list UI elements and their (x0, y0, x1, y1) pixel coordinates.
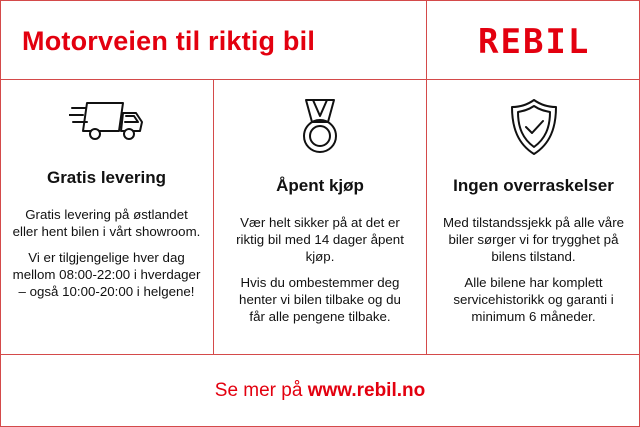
feature-no-surprises (427, 80, 640, 354)
feature-text: Vær helt sikker på at det er riktig bil med 14 dager åpent kjøp. (236, 215, 404, 264)
feature-title: Ingen overraskelser (453, 176, 614, 195)
footer-divider (0, 354, 640, 355)
feature-text: Med tilstandssjekk på alle våre biler sørger vi for trygghet på bilens tilstand. (442, 215, 625, 264)
feature-title: Åpent kjøp (276, 176, 364, 195)
feature-text: Gratis levering på østlandet eller hent bilen i vårt showroom. (12, 207, 201, 239)
medal-icon (298, 98, 342, 156)
headline: Motorveien til riktig bil (22, 26, 316, 56)
website-link[interactable]: www.rebil.no (307, 380, 426, 401)
feature-open-purchase (214, 80, 426, 354)
feature-title: Gratis levering (46, 168, 167, 187)
feature-text: Vi er tilgjengelige hver dag mellom 08:00-22:00 i hverdager – også 10:00-20:00 i helgene! (12, 250, 201, 299)
rebil-logo[interactable]: REBIL (478, 22, 591, 62)
header-vertical-divider (426, 0, 427, 80)
delivery-truck-icon (69, 100, 145, 146)
shield-check-icon (509, 98, 559, 156)
feature-text: Alle bilene har komplett servicehistorikk og garanti i minimum 6 måneder. (453, 275, 614, 324)
footer-cta (0, 380, 640, 402)
footer-prefix: Se mer på (214, 380, 308, 401)
feature-free-delivery (0, 80, 213, 354)
feature-text: Hvis du ombestemmer deg henter vi bilen tilbake og du får alle pengene tilbake. (239, 275, 401, 324)
